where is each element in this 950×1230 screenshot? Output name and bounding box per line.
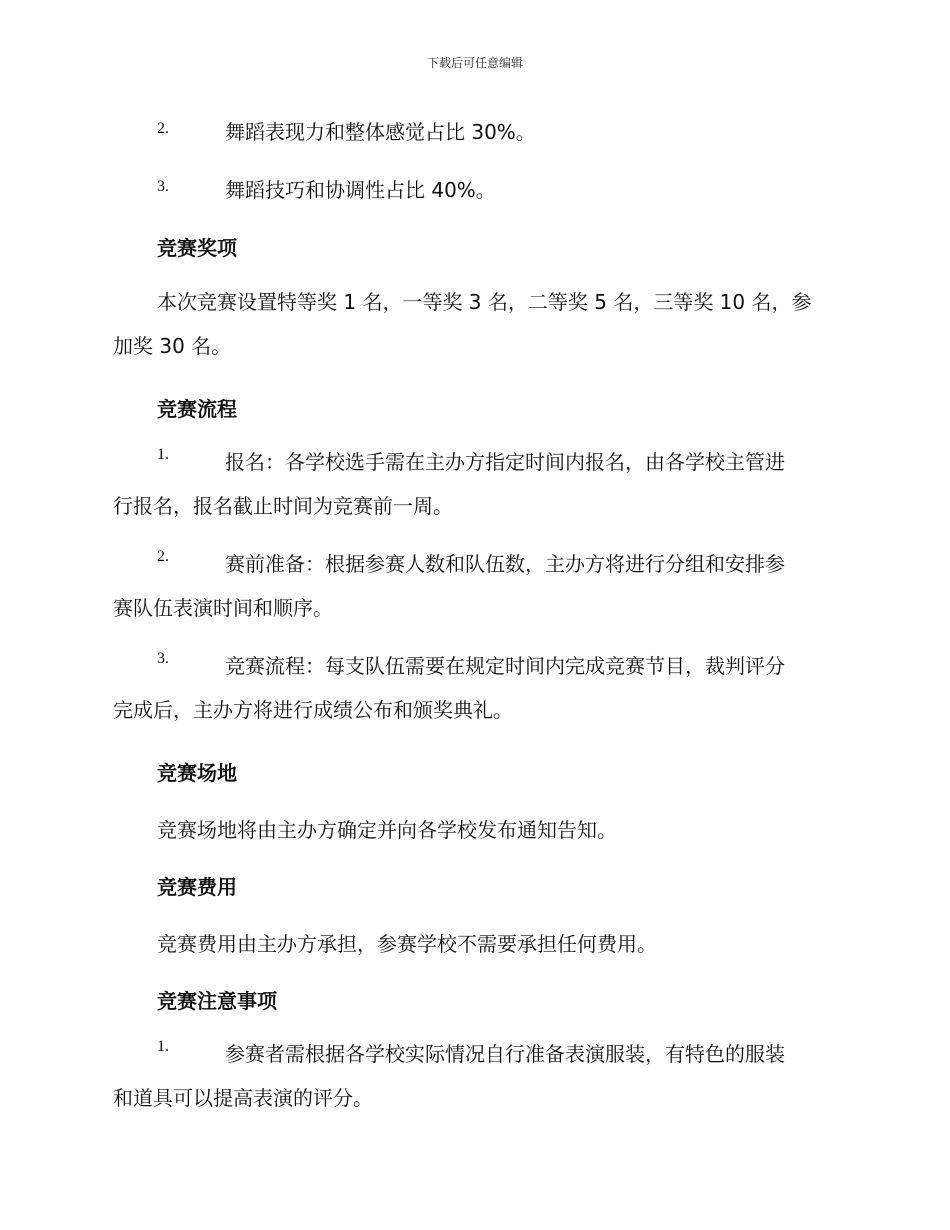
list-item-text: 竞赛流程：每支队伍需要在规定时间内完成竞赛节目，裁判评分 [225,654,785,678]
section-heading-venue: 竞赛场地 [157,761,237,785]
list-item-text: 舞蹈技巧和协调性占比 40%。 [225,178,496,202]
awards-paragraph [113,280,839,368]
section-heading-notes: 竞赛注意事项 [157,989,277,1013]
list-number: 1. [157,446,169,463]
list-number: 2. [157,548,169,565]
list-item-text: 赛前准备：根据参赛人数和队伍数，主办方将进行分组和安排参 [225,552,785,576]
list-item-text: 完成后，主办方将进行成绩公布和颁奖典礼。 [113,698,513,722]
list-number: 2. [157,120,169,137]
list-number: 3. [157,650,169,667]
list-number: 3. [157,178,169,195]
paragraph-line: 加奖 30 名。 [113,334,232,358]
section-heading-process: 竞赛流程 [157,397,237,421]
section-heading-awards: 竞赛奖项 [157,236,237,260]
list-item-text: 参赛者需根据各学校实际情况自行准备表演服装，有特色的服装 [225,1042,785,1066]
list-item-text: 报名：各学校选手需在主办方指定时间内报名，由各学校主管进 [225,450,785,474]
list-item-text: 行报名，报名截止时间为竞赛前一周。 [113,494,453,518]
list-item-text: 舞蹈表现力和整体感觉占比 30%。 [225,120,536,144]
list-item-text: 赛队伍表演时间和顺序。 [113,596,333,620]
fees-paragraph: 竞赛费用由主办方承担，参赛学校不需要承担任何费用。 [157,932,657,956]
list-item-text: 和道具可以提高表演的评分。 [113,1086,373,1110]
paragraph-line: 本次竞赛设置特等奖 1 名，一等奖 3 名，二等奖 5 名，三等奖 10 名，参 [157,290,812,314]
list-number: 1. [157,1038,169,1055]
venue-paragraph: 竞赛场地将由主办方确定并向各学校发布通知告知。 [157,818,617,842]
page-header: 下载后可任意编辑 [426,56,523,70]
section-heading-fees: 竞赛费用 [157,875,237,899]
